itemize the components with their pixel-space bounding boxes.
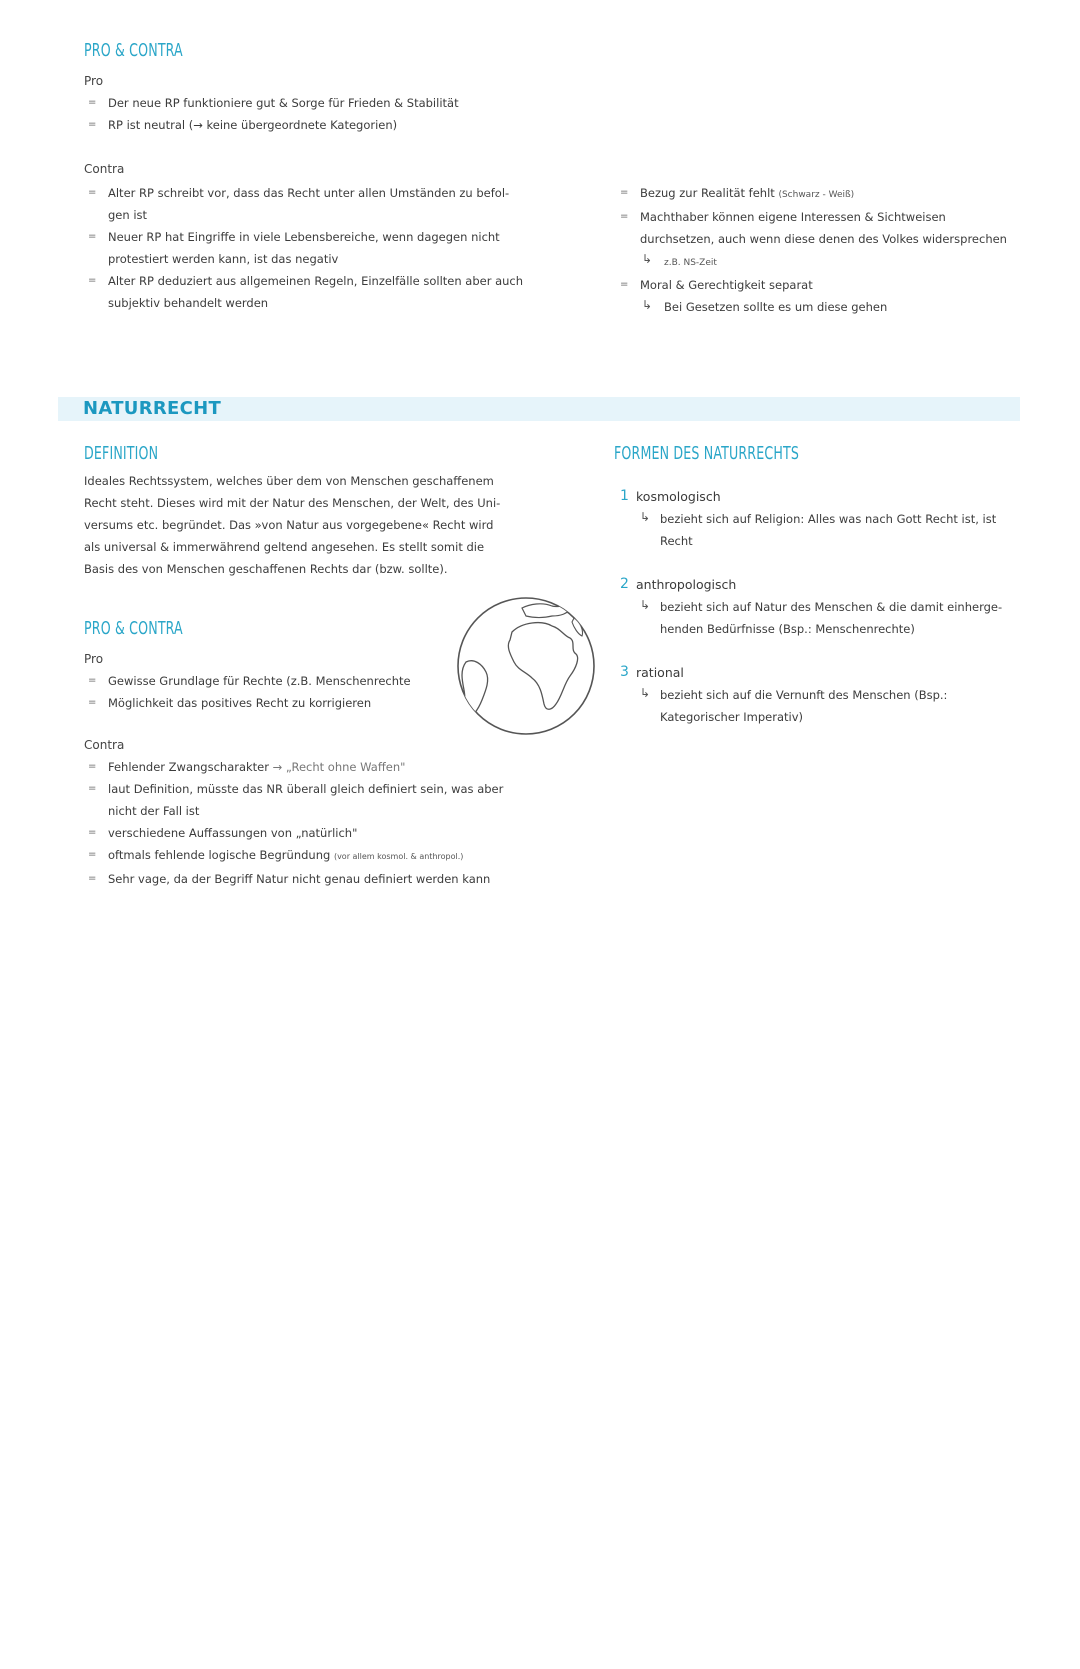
list-item: = oftmals fehlende logische Begründung (vor allem kosmol. & anthropol.) (88, 848, 464, 862)
section-title: NATURRECHT (83, 398, 222, 419)
pro-list-top (86, 92, 546, 136)
form-title: kosmologisch (636, 489, 721, 504)
pro-label-nr: Pro (84, 652, 104, 666)
list-item: = Gewisse Grundlage für Rechte (z.B. Menschenrechte (88, 674, 411, 688)
definition-heading: DEFINITION (84, 443, 159, 464)
contra-list-top (86, 182, 526, 314)
return-arrow-icon: ↳ (640, 686, 651, 700)
contra-label-nr: Contra (84, 738, 125, 752)
form-title: rational (636, 665, 684, 680)
form-number: 2 (620, 576, 629, 592)
list-item: = Moral & Gerechtigkeit separat (620, 278, 813, 292)
globe-icon (452, 592, 600, 740)
list-item: = Alter RP schreibt vor, dass das Recht unter allen Umständen zu befol- gen ist (88, 186, 510, 222)
pro-contra-heading-nr: PRO & CONTRA (84, 618, 183, 639)
form-number: 1 (620, 488, 629, 504)
formen-item (620, 662, 1020, 728)
section-banner (58, 397, 1020, 421)
list-item: = RP ist neutral (→ keine übergeordnete Kategorien) (88, 118, 398, 132)
pro-list-nr (86, 670, 446, 714)
list-item: = Neuer RP hat Eingriffe in viele Lebensbereiche, wenn dagegen nicht protestiert werden kann, ist das negativ (88, 230, 500, 266)
list-item: = Der neue RP funktioniere gut & Sorge für Frieden & Stabilität (88, 96, 459, 110)
formen-item (620, 486, 1020, 552)
contra-list-right (618, 182, 1018, 318)
list-item: = Möglichkeit das positives Recht zu korrigieren (88, 696, 372, 710)
pro-contra-heading-top: PRO & CONTRA (84, 40, 183, 61)
list-item: = Fehlender Zwangscharakter → „Recht ohne Waffen" (88, 760, 406, 774)
formen-item (620, 574, 1020, 640)
list-item: = laut Definition, müsste das NR überall gleich definiert sein, was aber nicht der Fall ist (88, 782, 504, 818)
contra-list-nr (86, 756, 526, 890)
form-title: anthropologisch (636, 577, 737, 592)
return-arrow-icon: ↳ (640, 510, 651, 524)
pro-label-top: Pro (84, 74, 104, 88)
list-item: = Bezug zur Realität fehlt (Schwarz - Weiß) (620, 186, 855, 200)
list-item: = Sehr vage, da der Begriff Natur nicht genau definiert werden kann (88, 872, 491, 886)
definition-text: Ideales Rechtssystem, welches über dem von Menschen geschaffenem Recht steht. Dieses wird mit der Natur des Menschen, der Welt, des Uni- versums etc. begründet. Das »von Natur aus vorgegebene« Recht wird als universal & immerwährend geltend angesehen. Es stellt somit die Basis des von Menschen geschaffenen Rechts dar (bzw. sollte). (84, 474, 501, 576)
form-number: 3 (620, 664, 629, 680)
return-arrow-icon: ↳ (642, 252, 653, 266)
form-description: bezieht sich auf Natur des Menschen & die damit einherge- henden Bedürfnisse (Bsp.: Menschenrechte) (660, 600, 1003, 636)
return-arrow-icon: ↳ (642, 298, 653, 312)
form-description: bezieht sich auf die Vernunft des Menschen (Bsp.: Kategorischer Imperativ) (660, 688, 948, 724)
return-arrow-icon: ↳ (640, 598, 651, 612)
form-description: bezieht sich auf Religion: Alles was nach Gott Recht ist, ist Recht (660, 512, 997, 548)
list-item: = Machthaber können eigene Interessen & Sichtweisen durchsetzen, auch wenn diese denen des Volkes widersprechen (620, 210, 1007, 246)
contra-label-top: Contra (84, 162, 125, 176)
sub-item: ↳ Bei Gesetzen sollte es um diese gehen (618, 296, 1018, 318)
sub-item: ↳ z.B. NS-Zeit (618, 250, 1018, 274)
list-item: = verschiedene Auffassungen von „natürlich" (88, 826, 358, 840)
formen-heading: FORMEN DES NATURRECHTS (614, 443, 800, 464)
list-item: = Alter RP deduziert aus allgemeinen Regeln, Einzelfälle sollten aber auch subjektiv behandelt werden (88, 274, 524, 310)
